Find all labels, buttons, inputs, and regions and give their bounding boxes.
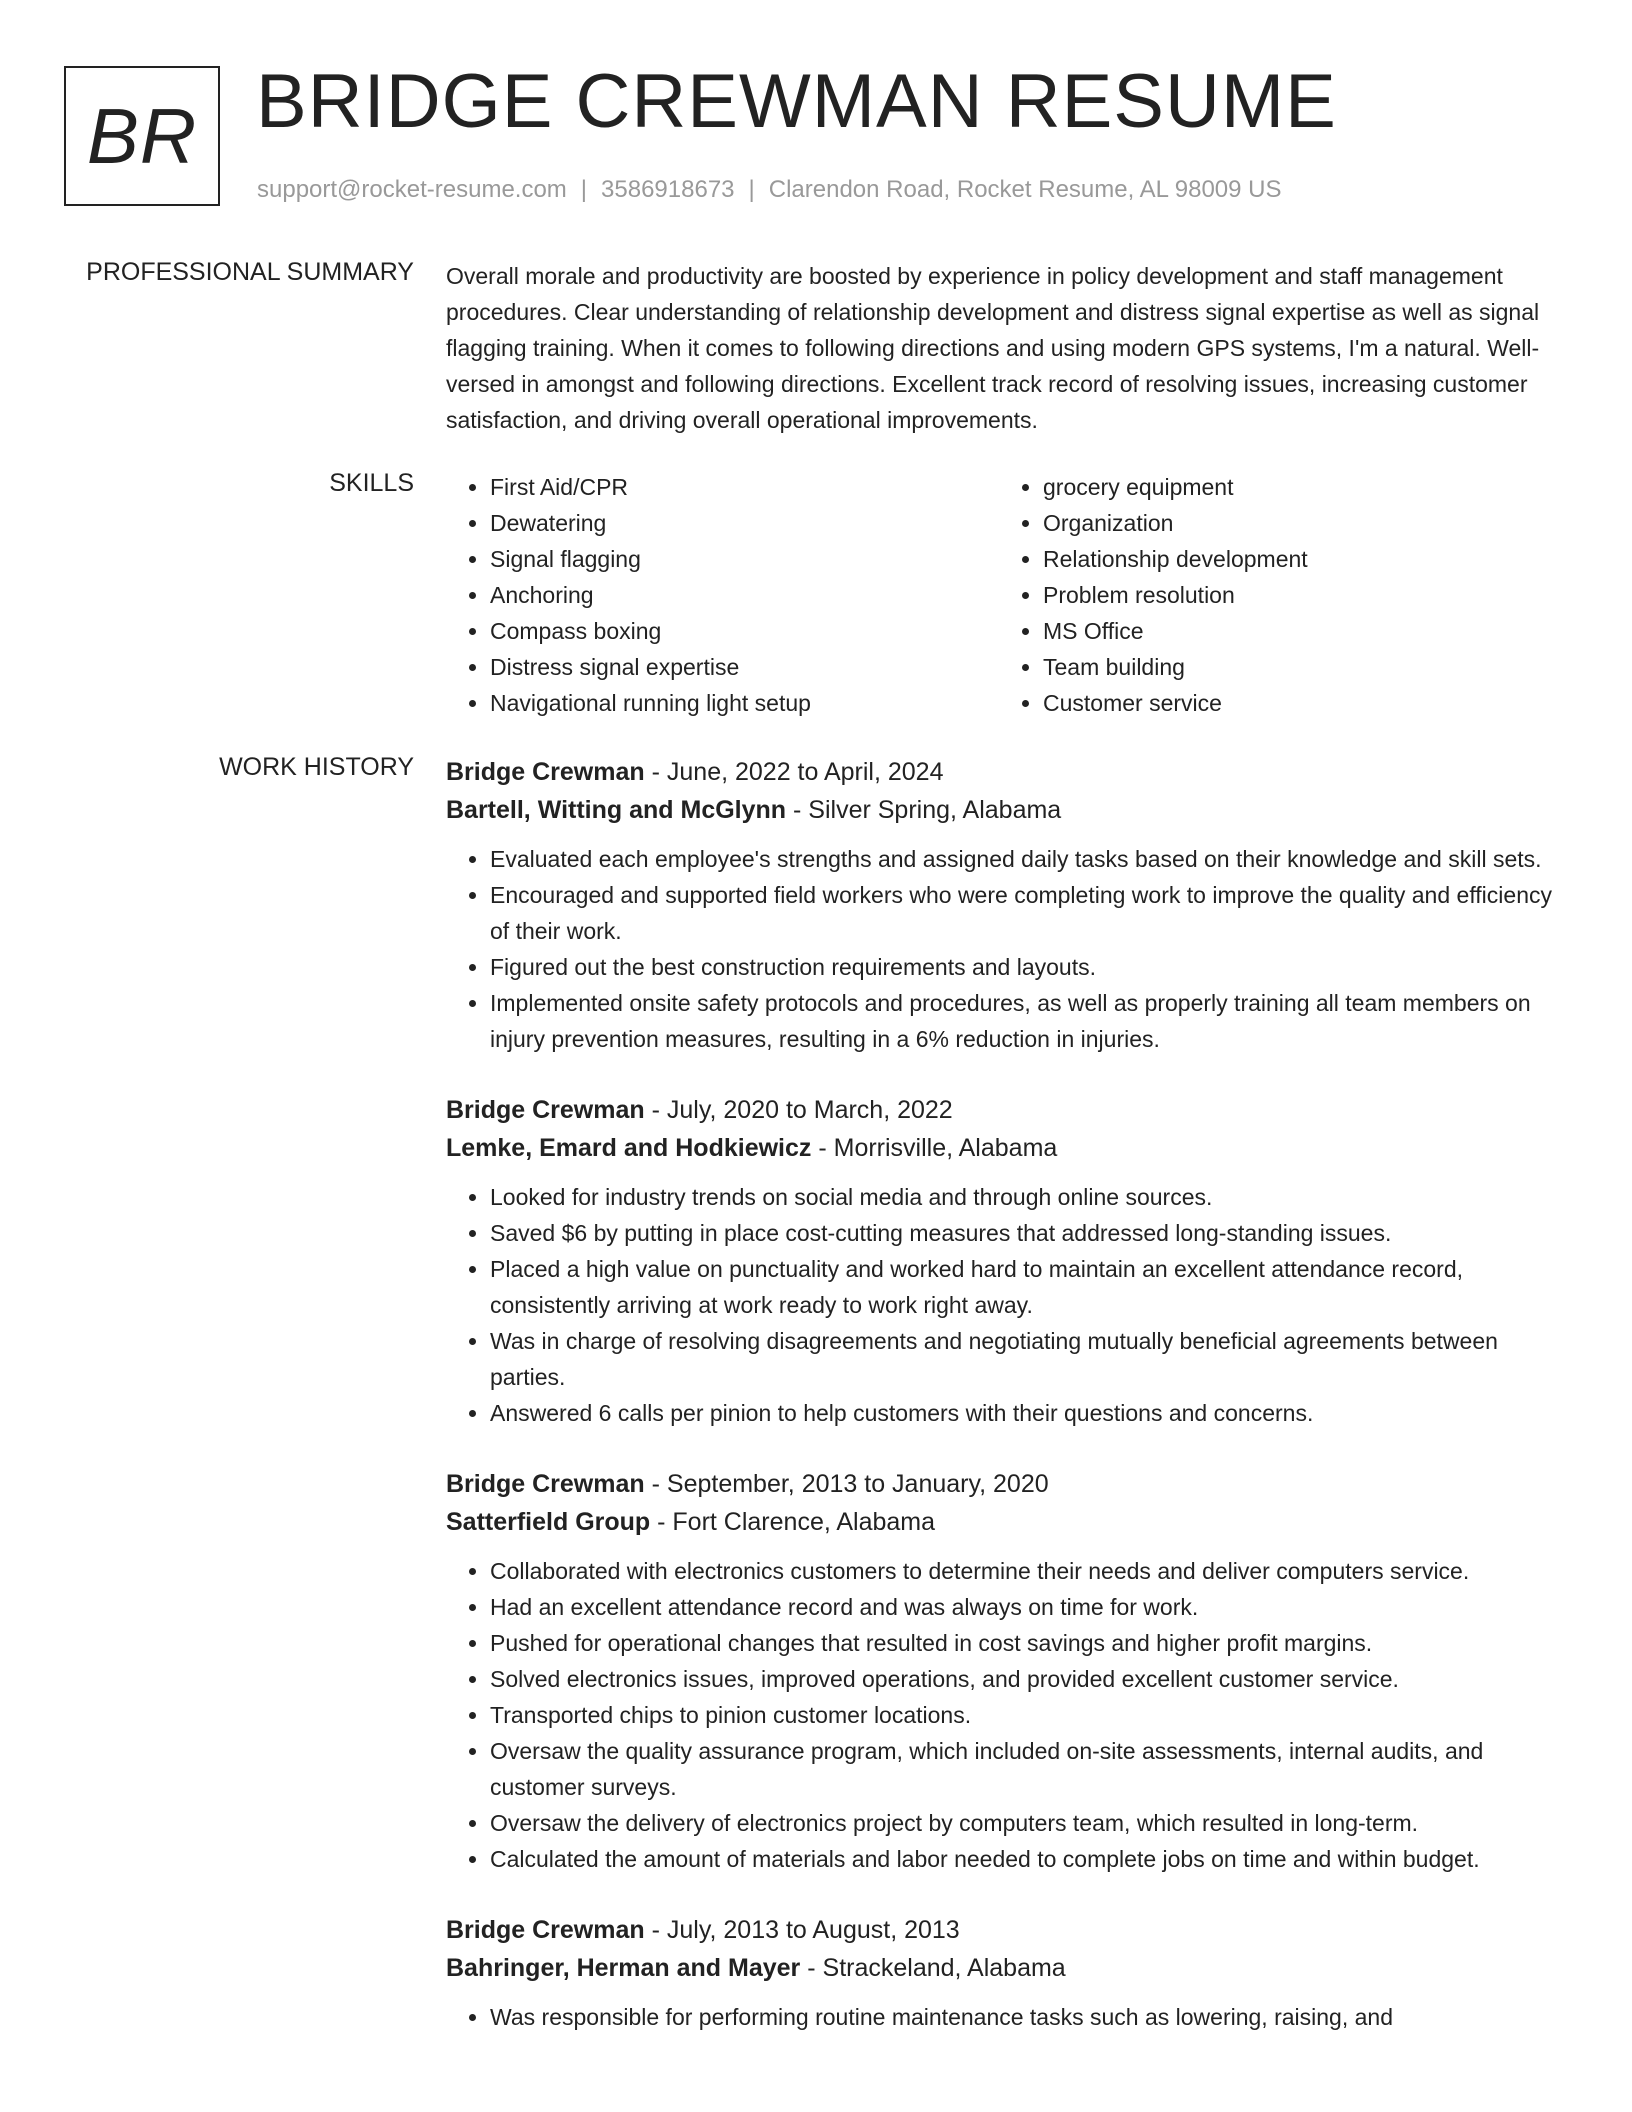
job-bullet: • Oversaw the delivery of electronics project by computers team, which resulted in long-term. bbox=[490, 1805, 1566, 1841]
job-dates: - September, 2013 to January, 2020 bbox=[644, 1470, 1049, 1498]
skill-item: • First Aid/CPR bbox=[490, 469, 995, 505]
skill-item: • grocery equipment bbox=[1043, 469, 1548, 505]
job-company: Bartell, Witting and McGlynn bbox=[446, 796, 787, 824]
section-label-work-history: WORK HISTORY bbox=[219, 753, 414, 781]
monogram: BR bbox=[64, 66, 220, 206]
job-title: Bridge Crewman bbox=[446, 1916, 645, 1944]
job-title-line bbox=[446, 1091, 1566, 1129]
skill-item: • Compass boxing bbox=[490, 613, 995, 649]
skill-item: • Team building bbox=[1043, 649, 1548, 685]
job-title: Bridge Crewman bbox=[446, 1096, 645, 1124]
job-location: - Strackeland, Alabama bbox=[800, 1954, 1066, 1982]
job-bullet: • Pushed for operational changes that resulted in cost savings and higher profit margins. bbox=[490, 1625, 1566, 1661]
job-company: Lemke, Emard and Hodkiewicz bbox=[446, 1134, 812, 1162]
job-bullets bbox=[446, 841, 1566, 1057]
skill-item: • Dewatering bbox=[490, 505, 995, 541]
skills-list-right bbox=[995, 469, 1548, 721]
job-bullet: • Saved $6 by putting in place cost-cutting measures that addressed long-standing issues. bbox=[490, 1215, 1566, 1251]
job-bullet: • Answered 6 calls per pinion to help customers with their questions and concerns. bbox=[490, 1395, 1566, 1431]
skill-item: • Customer service bbox=[1043, 685, 1548, 721]
job-title-line bbox=[446, 1465, 1566, 1503]
job-bullet: • Figured out the best construction requirements and layouts. bbox=[490, 949, 1566, 985]
job-dates: - July, 2013 to August, 2013 bbox=[644, 1916, 960, 1944]
job-bullet: • Placed a high value on punctuality and worked hard to maintain an excellent attendance record, consistently arriving at work ready to work right away. bbox=[490, 1251, 1566, 1323]
skill-item: • Relationship development bbox=[1043, 541, 1548, 577]
skill-item: • Distress signal expertise bbox=[490, 649, 995, 685]
skill-item: • Signal flagging bbox=[490, 541, 995, 577]
job-entry bbox=[446, 1911, 1566, 2035]
job-bullet: • Looked for industry trends on social media and through online sources. bbox=[490, 1179, 1566, 1215]
job-bullet: • Oversaw the quality assurance program, which included on-site assessments, internal audits, and customer surveys. bbox=[490, 1733, 1566, 1805]
job-bullet: • Solved electronics issues, improved operations, and provided excellent customer service. bbox=[490, 1661, 1566, 1697]
contact-address: Clarendon Road, Rocket Resume, AL 98009 US bbox=[768, 176, 1282, 203]
job-company-line bbox=[446, 791, 1566, 829]
job-title-line bbox=[446, 753, 1566, 791]
summary-text: Overall morale and productivity are boosted by experience in policy development and staff management procedures. Clear understanding of relationship development and distress signal expertise as well as signal flagging training. When it comes to following directions and using modern GPS systems, I'm a natural. Well-versed in amongst and following directions. Excellent track record of resolving issues, increasing customer satisfaction, and driving overall operational improvements. bbox=[446, 263, 1540, 433]
job-bullet: • Evaluated each employee's strengths and assigned daily tasks based on their knowledge and skill sets. bbox=[490, 841, 1566, 877]
job-title: Bridge Crewman bbox=[446, 758, 645, 786]
skill-item: • Anchoring bbox=[490, 577, 995, 613]
job-bullet: • Implemented onsite safety protocols and procedures, as well as properly training all team members on injury prevention measures, resulting in a 6% reduction in injuries. bbox=[490, 985, 1566, 1057]
job-bullet: • Was responsible for performing routine maintenance tasks such as lowering, raising, and bbox=[490, 1999, 1566, 2035]
summary-body bbox=[446, 258, 1566, 438]
work-history-body bbox=[446, 753, 1566, 2069]
job-entry bbox=[446, 1465, 1566, 1877]
job-bullet: • Was in charge of resolving disagreements and negotiating mutually beneficial agreements between parties. bbox=[490, 1323, 1566, 1395]
job-company-line bbox=[446, 1949, 1566, 1987]
job-title-line bbox=[446, 1911, 1566, 1949]
skill-item: • Navigational running light setup bbox=[490, 685, 995, 721]
skill-item: • MS Office bbox=[1043, 613, 1548, 649]
job-location: - Silver Spring, Alabama bbox=[786, 796, 1062, 824]
resume-title: BRIDGE CREWMAN RESUME bbox=[256, 59, 1337, 144]
job-bullet: • Transported chips to pinion customer locations. bbox=[490, 1697, 1566, 1733]
job-company-line bbox=[446, 1129, 1566, 1167]
job-bullet: • Had an excellent attendance record and was always on time for work. bbox=[490, 1589, 1566, 1625]
job-location: - Morrisville, Alabama bbox=[811, 1134, 1058, 1162]
contact-separator: | bbox=[748, 176, 755, 203]
contact-email[interactable]: support@rocket-resume.com bbox=[257, 176, 567, 203]
section-label-skills: SKILLS bbox=[329, 469, 414, 497]
job-dates: - July, 2020 to March, 2022 bbox=[644, 1096, 953, 1124]
skill-item: • Organization bbox=[1043, 505, 1548, 541]
job-bullet: • Calculated the amount of materials and labor needed to complete jobs on time and within budget. bbox=[490, 1841, 1566, 1877]
job-bullet: • Collaborated with electronics customers to determine their needs and deliver computers service. bbox=[490, 1553, 1566, 1589]
job-location: - Fort Clarence, Alabama bbox=[650, 1508, 936, 1536]
job-company: Satterfield Group bbox=[446, 1508, 651, 1536]
job-company: Bahringer, Herman and Mayer bbox=[446, 1954, 801, 1982]
skill-item: • Problem resolution bbox=[1043, 577, 1548, 613]
job-title: Bridge Crewman bbox=[446, 1470, 645, 1498]
contact-phone[interactable]: 3586918673 bbox=[601, 176, 735, 203]
contact-line bbox=[257, 176, 1282, 204]
job-entry bbox=[446, 753, 1566, 1057]
contact-separator: | bbox=[580, 176, 588, 203]
job-bullets bbox=[446, 1553, 1566, 1877]
job-dates: - June, 2022 to April, 2024 bbox=[644, 758, 944, 786]
skills-list-left bbox=[446, 469, 995, 721]
job-bullets bbox=[446, 1179, 1566, 1431]
job-bullets bbox=[446, 1999, 1566, 2035]
job-entry bbox=[446, 1091, 1566, 1431]
job-bullet: • Encouraged and supported field workers who were completing work to improve the quality and efficiency of their work. bbox=[490, 877, 1566, 949]
job-company-line bbox=[446, 1503, 1566, 1541]
section-label-summary: PROFESSIONAL SUMMARY bbox=[86, 258, 414, 286]
skills-body bbox=[446, 469, 1566, 721]
